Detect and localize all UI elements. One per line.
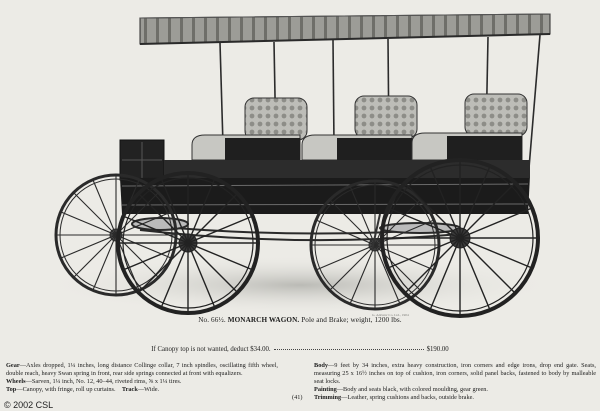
spec-body: Body—9 feet by 34 inches, extra heavy construction, iron corners and edge irons, drop end gate. Seats, measuring 25 x 16½ inches on top of cushion, iron corners, solid panel backs, fastened to body by malleable seat locks. [314,362,596,386]
model-name: MONARCH WAGON. [227,316,300,324]
spec-painting: Painting—Body and seats black, with colored moulding, gear green. [314,386,489,394]
specs-left [6,362,278,394]
spec-wheels: Wheels—Sarven, 1¼ inch, No. 12, 40–44, riveted rims, ⅝ x 1¼ tires. [6,378,182,386]
canopy-note: If Canopy top is not wanted, deduct $34.00. [151,346,271,353]
wheel-front-far [311,181,439,309]
specs-right [314,362,596,402]
seat-middle [302,96,417,160]
price: $190.00 [426,346,449,353]
product-caption [0,316,600,324]
price-line [0,346,600,353]
model-number: No. 66½. [198,316,226,324]
page-number: (41) [292,394,303,401]
price-leader [274,349,424,350]
spec-trimming: Trimming—Leather, spring cushions and backs, outside brake. [314,394,474,402]
seat-front [192,98,307,160]
spec-top: Top—Canopy, with fringe, roll up curtains. Track—Wide. [6,386,160,394]
wheel-rear-near [382,160,538,316]
engraver-imprint: G. Adrianv Co. Ltd., 1904 [372,313,409,317]
seat-rear [412,94,527,160]
wheel-rear-far [56,175,176,295]
wheel-front-near [118,173,258,313]
spec-gear: Gear—Axles dropped, 1¼ inches, long distance Collinge collar, 7 inch spindles, oscillating fifth wheel, double reach, heavy Swan spring in front, rear side springs connected at front with equalizers. [6,362,278,378]
copyright-credit: © 2002 CSL [4,400,54,410]
model-details: Pole and Brake; weight, 1200 lbs. [301,316,402,324]
